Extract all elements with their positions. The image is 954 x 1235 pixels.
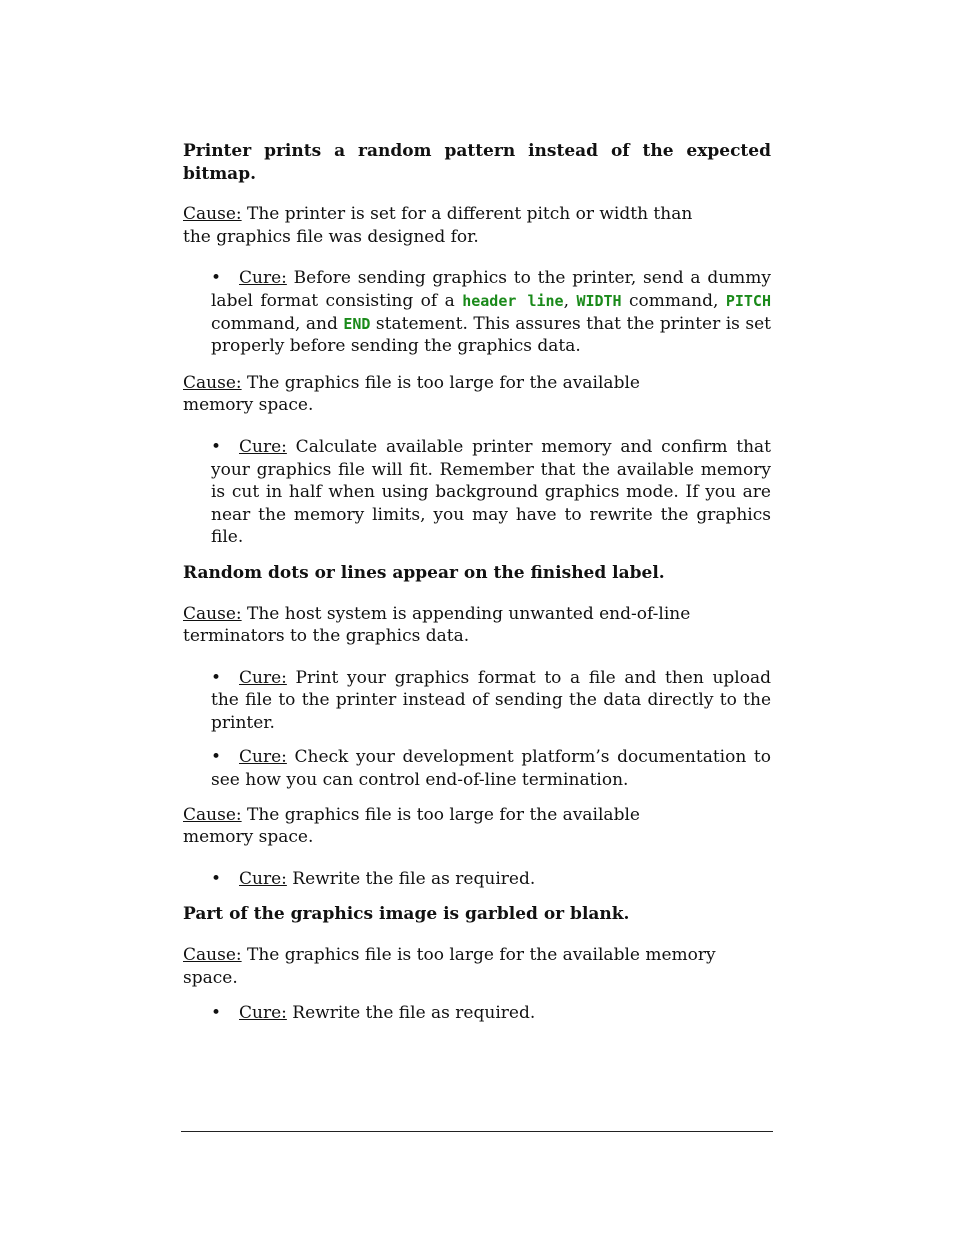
cure-text: Rewrite the file as required. xyxy=(286,868,536,889)
document-body xyxy=(183,140,771,1037)
cure-text: command, xyxy=(621,290,726,311)
cure-item xyxy=(211,746,771,791)
cure-text: Rewrite the file as required. xyxy=(286,1003,536,1024)
bullet-icon: • xyxy=(211,747,222,768)
cure-item xyxy=(211,436,771,549)
cure-text: statement. This assures that the printer is set properly before sending the graphics data. xyxy=(211,313,771,357)
cause-paragraph xyxy=(183,944,771,989)
bullet-icon: • xyxy=(211,268,222,289)
cause-paragraph xyxy=(183,203,771,248)
cure-text: command, and xyxy=(211,313,344,334)
footer-rule xyxy=(181,1131,773,1132)
cure-label: Cure: xyxy=(239,268,287,289)
cause-paragraph xyxy=(183,804,771,849)
cure-text: Print your graphics format to a file and then upload the file to the printer instead of sending the data directly to the printer. xyxy=(211,667,771,733)
cure-text: Calculate available printer memory and confirm that your graphics file will fit. Remember that the available memory is cut in half when using background graphics mode. If you are near the memory limits, you may have to rewrite the graphics file. xyxy=(211,436,771,548)
cure-item xyxy=(211,267,771,357)
bullet-icon: • xyxy=(211,868,222,889)
code-width: WIDTH xyxy=(576,291,622,310)
cause-text: The host system is appending unwanted end-of-line terminators to the graphics data. xyxy=(183,603,691,647)
bullet-icon: • xyxy=(211,436,222,457)
cure-text: Before sending graphics to the printer, send a dummy label format consisting of a xyxy=(211,268,771,311)
bullet-icon: • xyxy=(211,1003,222,1024)
cause-text: The printer is set for a different pitch or width than the graphics file was designed for. xyxy=(183,204,693,247)
section-heading: Printer prints a random pattern instead of the expected bitmap. xyxy=(183,141,771,184)
cure-text: Check your development platform’s documentation to see how you can control end-of-line termination. xyxy=(211,747,771,791)
cure-label: Cure: xyxy=(239,1003,287,1024)
cure-item xyxy=(211,868,771,891)
cure-label: Cure: xyxy=(239,667,287,688)
section-heading: Part of the graphics image is garbled or blank. xyxy=(183,904,630,925)
cure-item xyxy=(211,1002,771,1025)
section-heading: Random dots or lines appear on the finished label. xyxy=(183,562,665,583)
cause-label: Cause: xyxy=(183,603,242,624)
cure-label: Cure: xyxy=(239,868,287,889)
cause-text: The graphics file is too large for the available memory space. xyxy=(183,945,716,988)
bullet-icon: • xyxy=(211,667,222,688)
cause-label: Cause: xyxy=(183,945,242,966)
cure-text: , xyxy=(563,290,577,311)
cause-label: Cause: xyxy=(183,804,242,825)
cure-label: Cure: xyxy=(239,436,287,457)
cause-paragraph xyxy=(183,372,771,417)
code-pitch: PITCH xyxy=(725,291,771,310)
cure-label: Cure: xyxy=(239,747,287,768)
code-end: END xyxy=(343,314,371,333)
cause-paragraph xyxy=(183,603,771,648)
cause-label: Cause: xyxy=(183,372,242,393)
cause-text: The graphics file is too large for the available memory space. xyxy=(183,804,640,848)
cause-text: The graphics file is too large for the available memory space. xyxy=(183,372,640,416)
cure-item xyxy=(211,667,771,735)
cause-label: Cause: xyxy=(183,204,242,225)
code-header-line: header line xyxy=(462,291,564,310)
